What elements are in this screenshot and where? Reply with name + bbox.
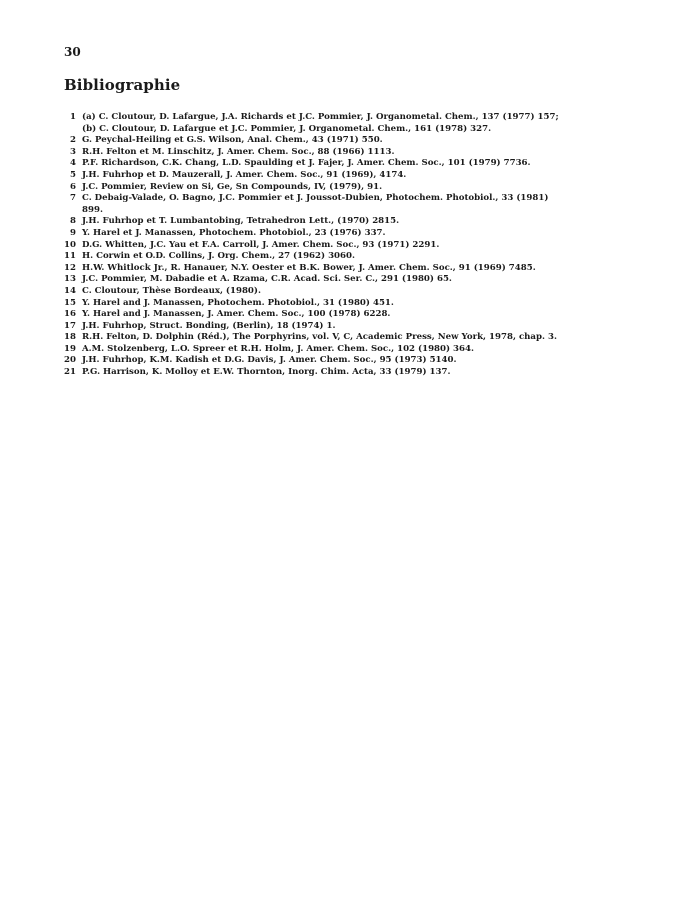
reference-line: C. Debaig-Valade, O. Bagno, J.C. Pommier et J. Joussot-Dubien, Photochem. Photobiol., 33 (1981) xyxy=(82,193,549,204)
reference-text xyxy=(82,240,622,252)
reference-item xyxy=(62,355,622,367)
reference-number: 19 xyxy=(64,343,76,354)
reference-text xyxy=(82,367,622,379)
reference-item xyxy=(62,112,622,135)
reference-item xyxy=(62,274,622,286)
reference-line: J.H. Fuhrhop, K.M. Kadish et D.G. Davis, J. Amer. Chem. Soc., 95 (1973) 5140. xyxy=(82,355,457,366)
reference-text xyxy=(82,228,622,240)
reference-item xyxy=(62,309,622,321)
reference-number: 2 xyxy=(70,135,76,146)
reference-text xyxy=(82,309,622,321)
reference-item xyxy=(62,286,622,298)
reference-line: P.G. Harrison, K. Molloy et E.W. Thornton, Inorg. Chim. Acta, 33 (1979) 137. xyxy=(82,367,451,378)
reference-text xyxy=(82,170,622,182)
reference-text xyxy=(82,135,622,147)
reference-item xyxy=(62,216,622,228)
reference-number: 11 xyxy=(64,251,76,262)
reference-text xyxy=(82,355,622,367)
reference-number: 8 xyxy=(70,216,76,227)
reference-item xyxy=(62,182,622,194)
reference-number: 6 xyxy=(70,181,76,192)
reference-line: G. Peychal-Heiling et G.S. Wilson, Anal. Chem., 43 (1971) 550. xyxy=(82,135,383,146)
reference-line: P.F. Richardson, C.K. Chang, L.D. Spaulding et J. Fajer, J. Amer. Chem. Soc., 101 (1979) 7736. xyxy=(82,158,531,169)
reference-item xyxy=(62,158,622,170)
reference-line: D.G. Whitten, J.C. Yau et F.A. Carroll, J. Amer. Chem. Soc., 93 (1971) 2291. xyxy=(82,239,440,250)
reference-line: J.H. Fuhrhop et D. Mauzerall, J. Amer. Chem. Soc., 91 (1969), 4174. xyxy=(82,169,407,180)
reference-line: (b) C. Cloutour, D. Lafargue et J.C. Pommier, J. Organometal. Chem., 161 (1978) 327. xyxy=(82,123,492,134)
reference-item xyxy=(62,344,622,356)
reference-number: 17 xyxy=(64,320,76,331)
reference-line: C. Cloutour, Thèse Bordeaux, (1980). xyxy=(82,285,261,296)
reference-text xyxy=(82,321,622,333)
reference-number: 14 xyxy=(64,285,76,296)
reference-number: 5 xyxy=(70,169,76,180)
reference-number: 4 xyxy=(70,158,76,169)
reference-line: (a) C. Cloutour, D. Lafargue, J.A. Richards et J.C. Pommier, J. Organometal. Chem., 137 (1977) 157; xyxy=(82,112,559,122)
section-title: Bibliographie xyxy=(64,76,181,94)
reference-line: J.H. Fuhrhop et T. Lumbantobing, Tetrahedron Lett., (1970) 2815. xyxy=(82,216,400,227)
reference-text xyxy=(82,332,622,344)
reference-text xyxy=(82,147,622,159)
reference-item xyxy=(62,147,622,159)
reference-line: A.M. Stolzenberg, L.O. Spreer et R.H. Holm, J. Amer. Chem. Soc., 102 (1980) 364. xyxy=(82,343,474,354)
reference-number: 13 xyxy=(64,274,76,285)
reference-item xyxy=(62,135,622,147)
reference-number: 18 xyxy=(64,332,76,343)
reference-line: R.H. Felton, D. Dolphin (Réd.), The Porphyrins, vol. V, C, Academic Press, New York, 1978, chap. 3. xyxy=(82,332,557,343)
reference-number: 1 xyxy=(70,112,76,122)
reference-number: 20 xyxy=(64,355,76,366)
page-number: 30 xyxy=(64,45,81,59)
reference-item xyxy=(62,321,622,333)
reference-number: 3 xyxy=(70,146,76,157)
reference-number: 7 xyxy=(70,193,76,204)
reference-item xyxy=(62,251,622,263)
reference-text xyxy=(82,251,622,263)
reference-line: Y. Harel and J. Manassen, Photochem. Photobiol., 31 (1980) 451. xyxy=(82,297,394,308)
reference-text xyxy=(82,216,622,228)
reference-item xyxy=(62,228,622,240)
reference-item xyxy=(62,263,622,275)
reference-text xyxy=(82,344,622,356)
reference-line: J.H. Fuhrhop, Struct. Bonding, (Berlin), 18 (1974) 1. xyxy=(82,320,336,331)
reference-line: H.W. Whitlock Jr., R. Hanauer, N.Y. Oester et B.K. Bower, J. Amer. Chem. Soc., 91 (1969) 7485. xyxy=(82,262,536,273)
reference-line: H. Corwin et O.D. Collins, J. Org. Chem., 27 (1962) 3060. xyxy=(82,251,355,262)
reference-text xyxy=(82,286,622,298)
reference-item xyxy=(62,240,622,252)
reference-number: 12 xyxy=(64,262,76,273)
reference-line: J.C. Pommier, M. Dabadie et A. Rzama, C.R. Acad. Sci. Ser. C., 291 (1980) 65. xyxy=(82,274,452,285)
reference-text xyxy=(82,182,622,194)
reference-number: 10 xyxy=(64,239,76,250)
reference-line: Y. Harel and J. Manassen, J. Amer. Chem. Soc., 100 (1978) 6228. xyxy=(82,309,391,320)
reference-list xyxy=(62,112,622,379)
reference-item xyxy=(62,367,622,379)
reference-number: 16 xyxy=(64,309,76,320)
reference-line: Y. Harel et J. Manassen, Photochem. Photobiol., 23 (1976) 337. xyxy=(82,227,386,238)
reference-number: 15 xyxy=(64,297,76,308)
reference-line: R.H. Felton et M. Linschitz, J. Amer. Chem. Soc., 88 (1966) 1113. xyxy=(82,146,395,157)
reference-item xyxy=(62,298,622,310)
reference-text xyxy=(82,158,622,170)
reference-item xyxy=(62,170,622,182)
reference-text xyxy=(82,112,622,135)
reference-item xyxy=(62,193,622,216)
reference-line: 899. xyxy=(82,204,103,215)
reference-text xyxy=(82,193,622,216)
reference-text xyxy=(82,274,622,286)
reference-number: 9 xyxy=(70,227,76,238)
reference-line: J.C. Pommier, Review on Si, Ge, Sn Compounds, IV, (1979), 91. xyxy=(82,181,383,192)
reference-item xyxy=(62,332,622,344)
reference-text xyxy=(82,263,622,275)
reference-text xyxy=(82,298,622,310)
reference-number: 21 xyxy=(64,367,76,378)
